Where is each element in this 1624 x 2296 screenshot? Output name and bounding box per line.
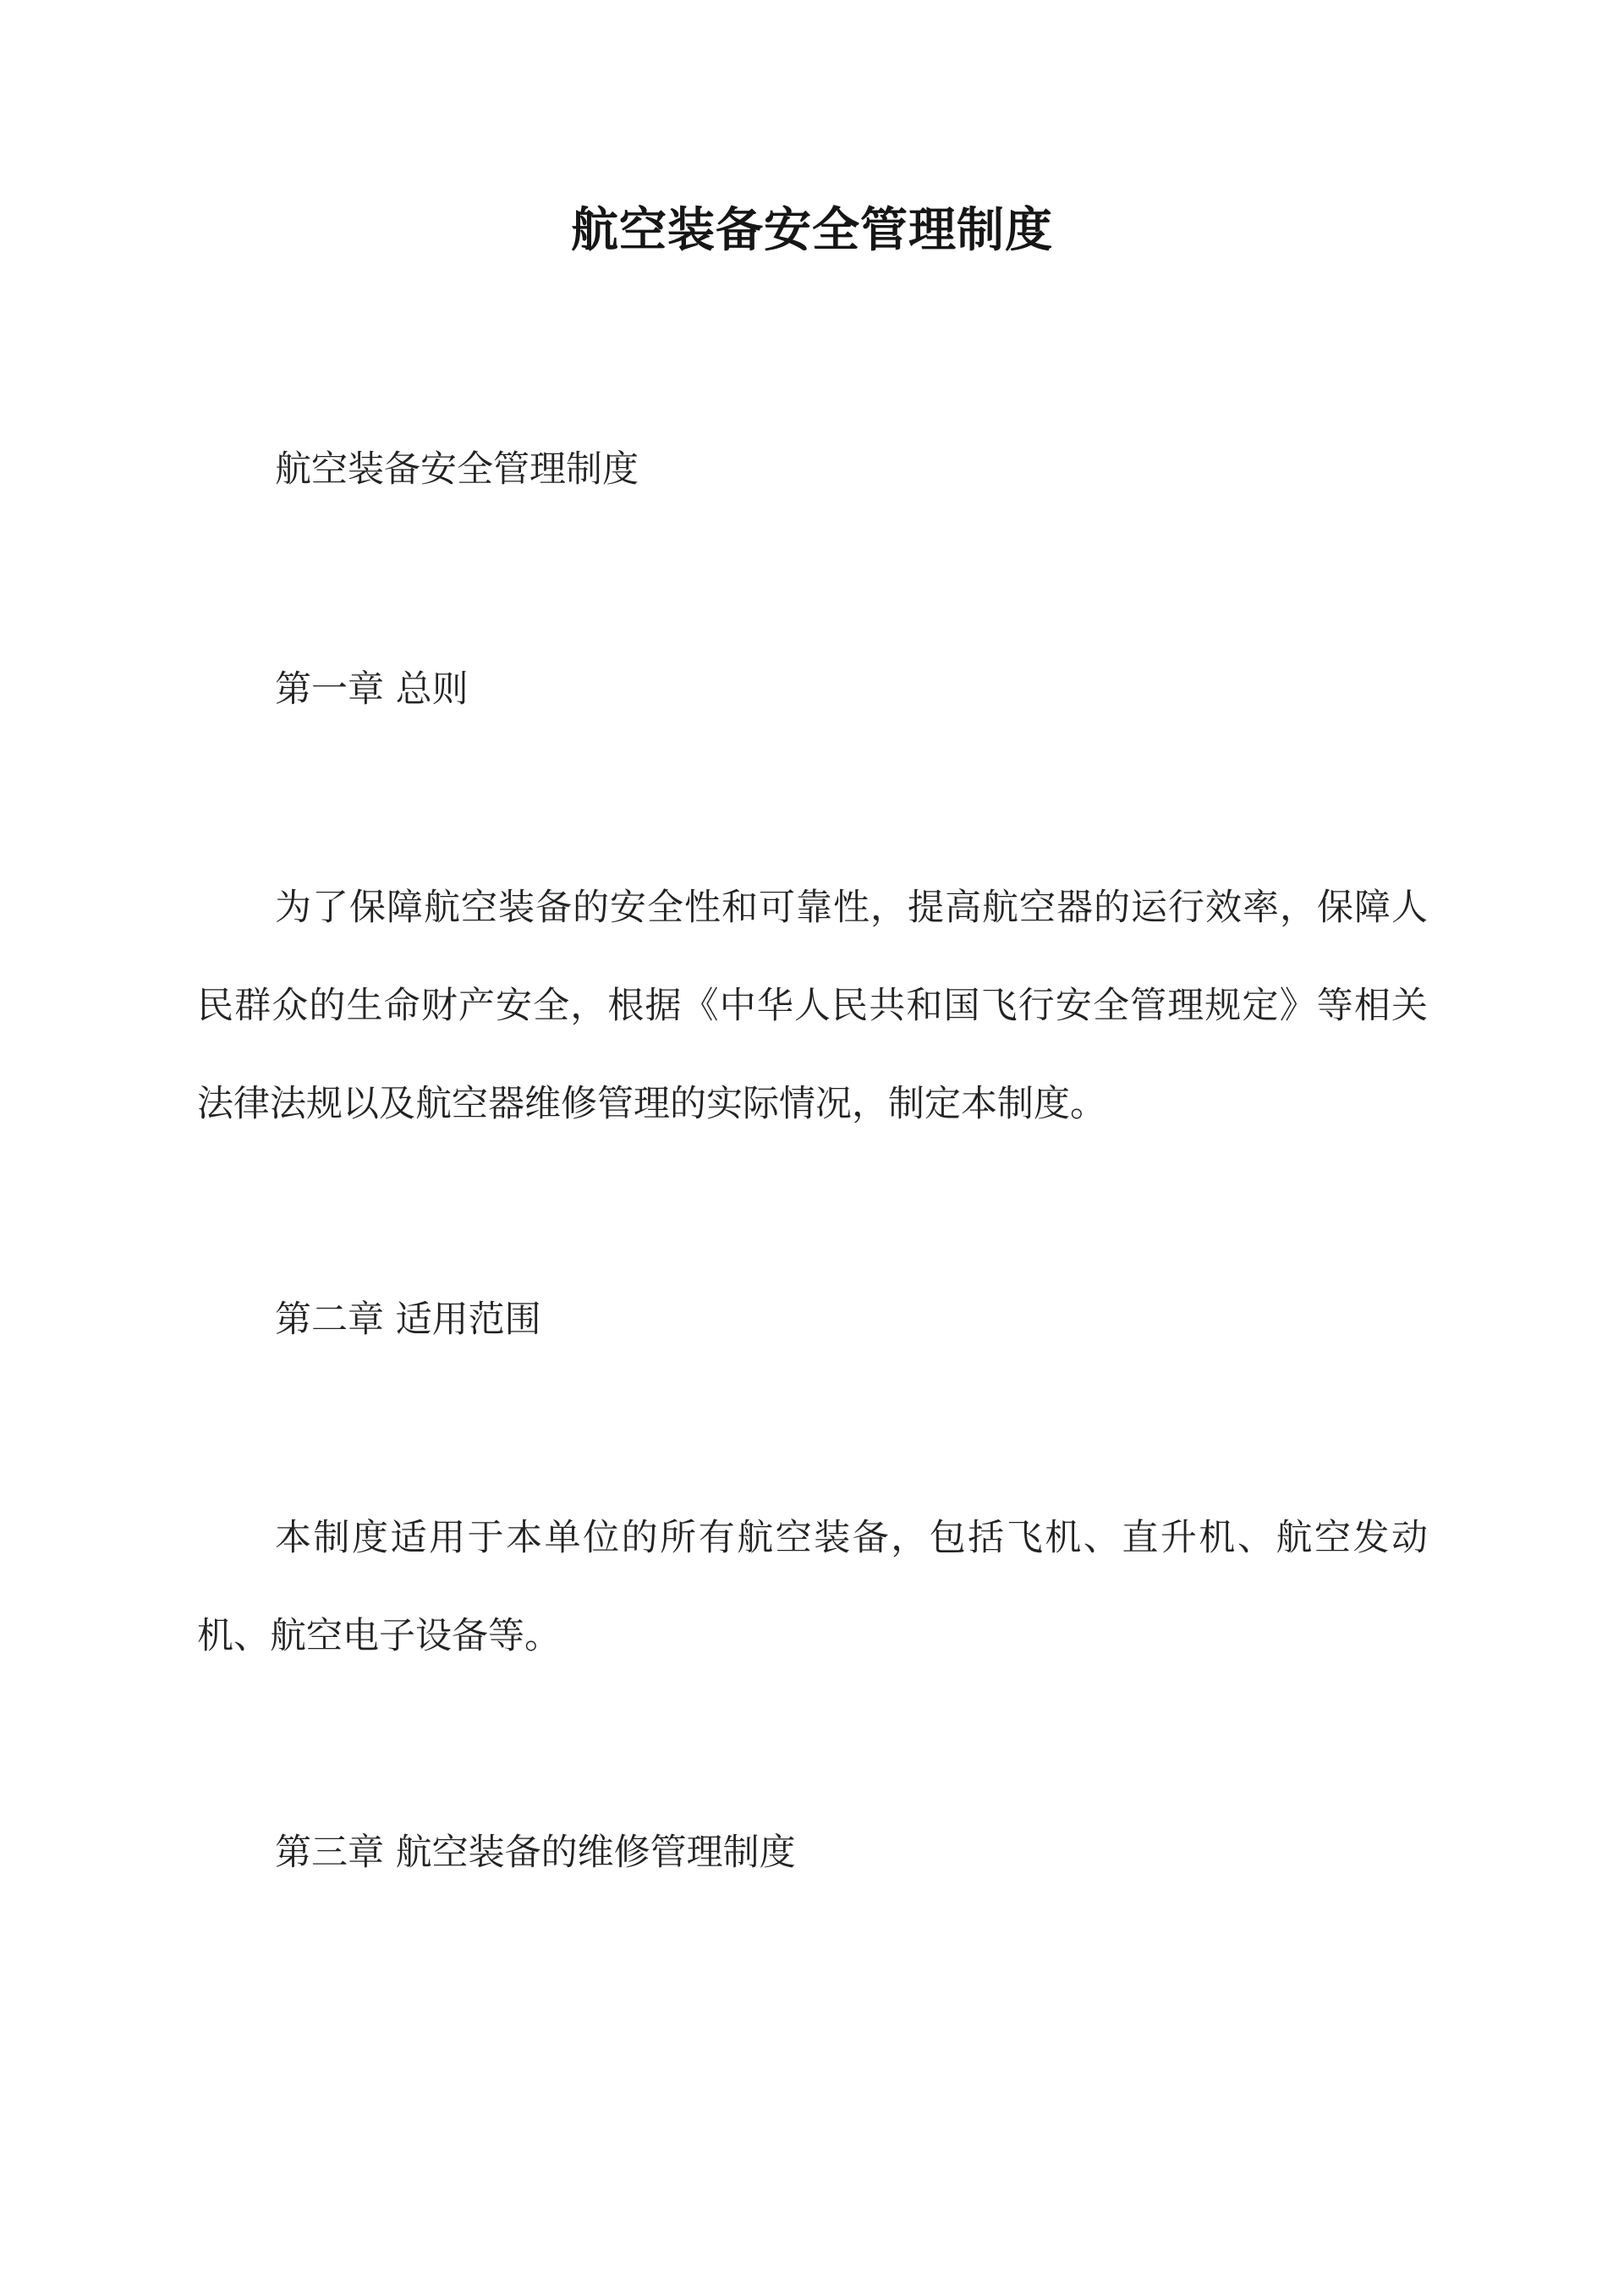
chapter-2-paragraph: 本制度适用于本单位的所有航空装备，包括飞机、直升机、航空发动机、航空电子设备等。 bbox=[197, 1517, 1428, 1657]
chapter-3-heading: 第三章 航空装备的维修管理制度 bbox=[275, 1832, 796, 1874]
chapter-1-paragraph: 为了保障航空装备的安全性和可靠性，提高航空器的运行效率，保障人民群众的生命财产安全，根据《中华人民共和国飞行安全管理规定》等相关法律法规以及航空器维修管理的实际情况，制定本制度。 bbox=[197, 887, 1428, 1125]
document-subtitle: 航空装备安全管理制度 bbox=[275, 448, 639, 491]
chapter-2-heading: 第二章 适用范围 bbox=[275, 1299, 541, 1341]
chapter-1-heading: 第一章 总则 bbox=[275, 668, 469, 711]
document-title: 航空装备安全管理制度 bbox=[571, 202, 1053, 258]
